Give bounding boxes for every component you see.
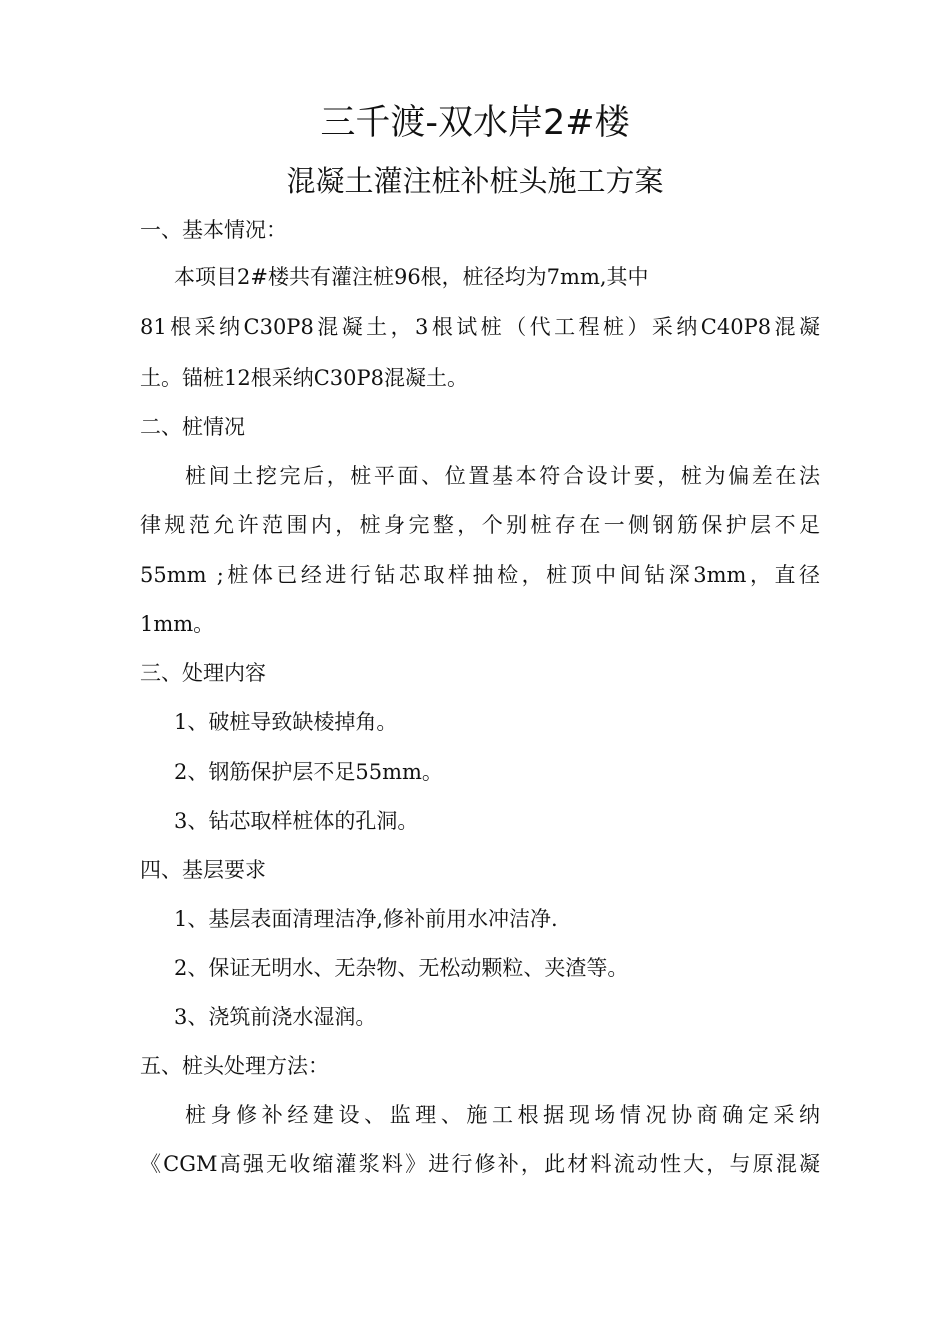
list-item: 2、钢筋保护层不足55mm。 xyxy=(174,760,443,784)
paragraph-line: 1mm。 xyxy=(140,612,215,636)
section-heading-base-requirements: 四、基层要求 xyxy=(140,858,266,882)
document-subtitle: 混凝土灌注桩补桩头施工方案 xyxy=(286,164,664,198)
paragraph-line: 桩间土挖完后，桩平面、位置基本符合设计要，桩为偏差在法 xyxy=(185,464,820,488)
paragraph-line: 律规范允许范围内，桩身完整，个别桩存在一侧钢筋保护层不足 xyxy=(140,513,820,537)
section-heading-pile-head-method: 五、桩头处理方法： xyxy=(140,1054,329,1078)
list-item: 2、保证无明水、无杂物、无松动颗粒、夹渣等。 xyxy=(174,956,629,980)
section-heading-pile-situation: 二、桩情况 xyxy=(140,415,245,439)
paragraph-line: 土。锚桩12根采纳C30P8混凝土。 xyxy=(140,366,469,390)
paragraph-line: 桩身修补经建设、监理、施工根据现场情况协商确定采纳 xyxy=(185,1103,820,1127)
section-heading-basic-situation: 一、基本情况： xyxy=(140,218,287,242)
list-item: 1、破桩导致缺棱掉角。 xyxy=(174,710,398,734)
document-title: 三千渡-双水岸2#楼 xyxy=(320,103,630,143)
list-item: 3、钻芯取样桩体的孔洞。 xyxy=(174,809,419,833)
paragraph-line: 81根采纳C30P8混凝土，3根试桩（代工程桩）采纳C40P8混凝 xyxy=(140,315,820,339)
paragraph-line: 《CGM高强无收缩灌浆料》进行修补，此材料流动性大，与原混凝 xyxy=(140,1152,820,1176)
section-heading-treatment-content: 三、处理内容 xyxy=(140,661,266,685)
paragraph-line: 本项目2#楼共有灌注桩96根，桩径均为7mm,其中 xyxy=(174,265,649,289)
list-item: 3、浇筑前浇水湿润。 xyxy=(174,1005,377,1029)
list-item: 1、基层表面清理洁净,修补前用水冲洁净. xyxy=(174,907,558,931)
paragraph-line: 55mm ;桩体已经进行钻芯取样抽检，桩顶中间钻深3mm，直径 xyxy=(140,563,820,587)
